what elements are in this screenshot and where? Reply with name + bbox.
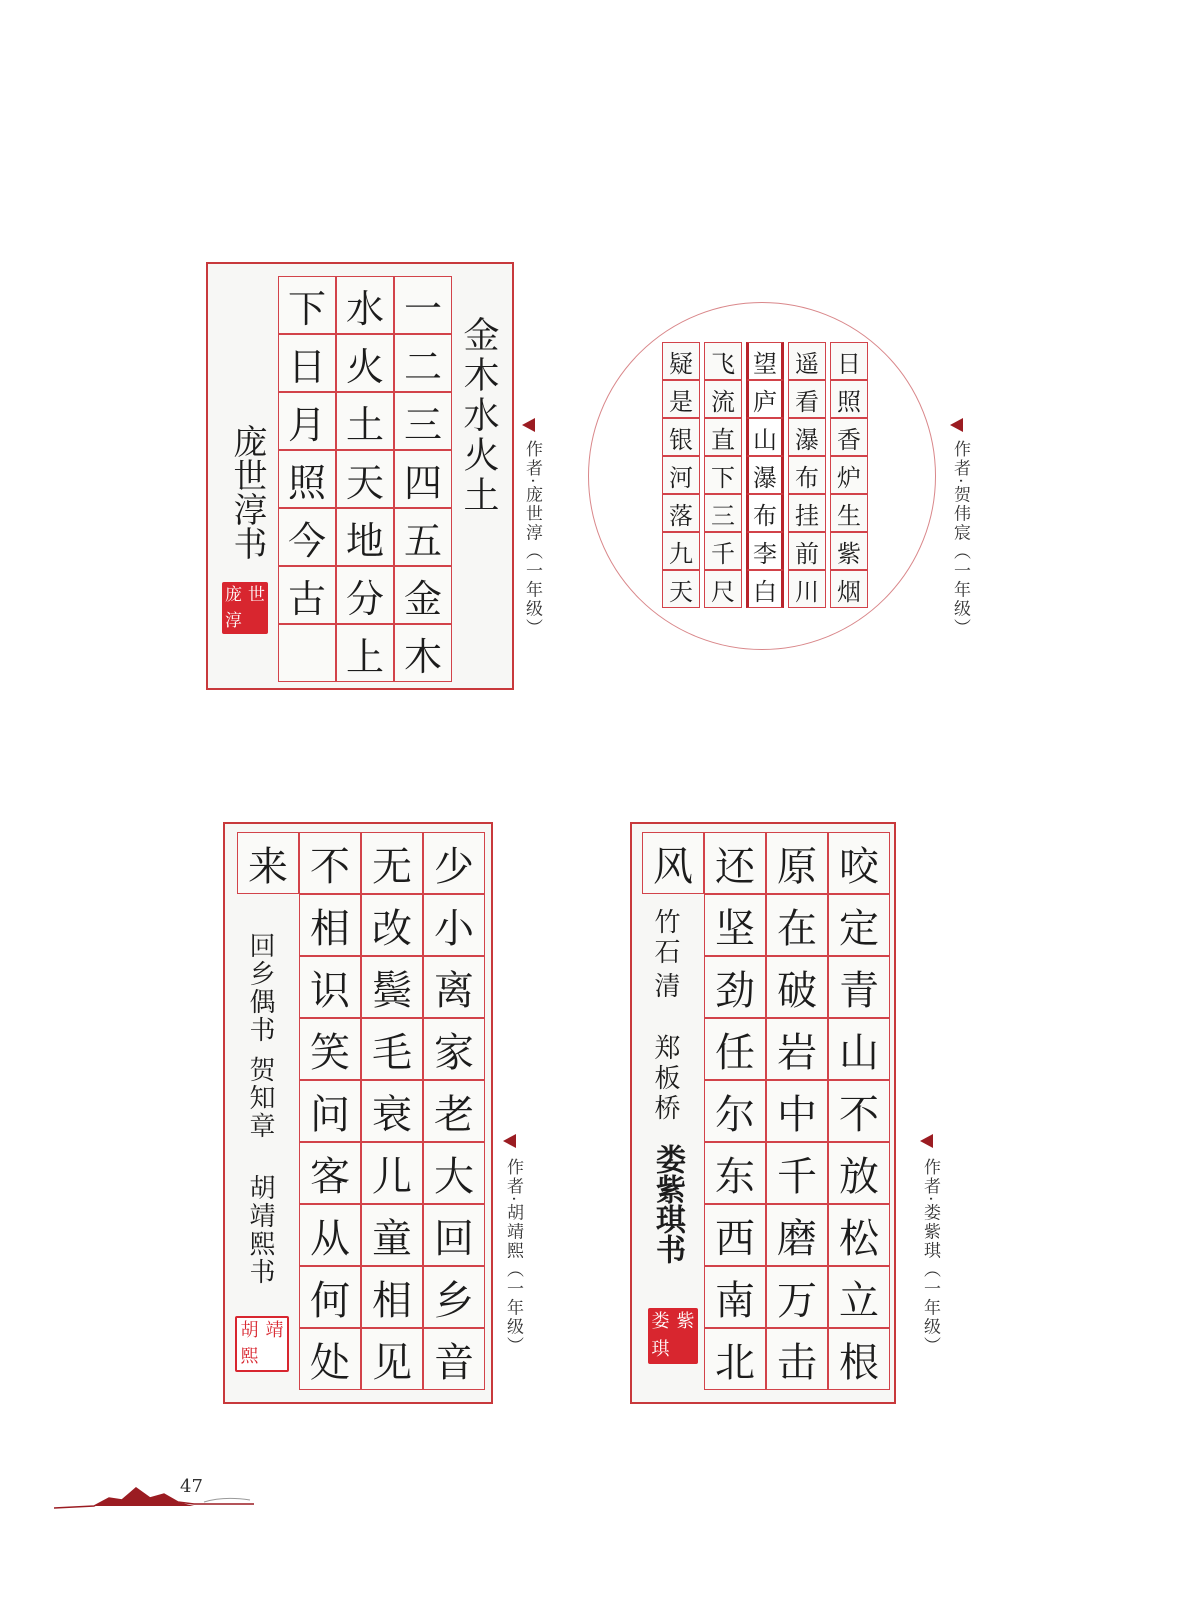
grid-cell: 毛 (361, 1018, 423, 1080)
grid-cell: 改 (361, 894, 423, 956)
grid-cell: 山 (828, 1018, 890, 1080)
grid-cell: 水 (336, 276, 394, 334)
grid-cell: 识 (299, 956, 361, 1018)
grid-cell: 北 (704, 1328, 766, 1390)
signature-name: 娄紫琪书 (650, 1144, 685, 1264)
grid-cell: 李 (746, 532, 784, 570)
grid-cell: 尔 (704, 1080, 766, 1142)
grid-cell: 古 (278, 566, 336, 624)
caption: 作者·胡靖熙（一年级） (503, 1158, 523, 1356)
page-number: 47 (180, 1476, 203, 1497)
caption-arrow-icon (950, 418, 963, 432)
grid-cell: 照 (830, 380, 868, 418)
grid-cell: 不 (299, 832, 361, 894)
grid-cell: 放 (828, 1142, 890, 1204)
grid-cell: 相 (361, 1266, 423, 1328)
grid-cell: 今 (278, 508, 336, 566)
grid-cell: 家 (423, 1018, 485, 1080)
grid-cell: 客 (299, 1142, 361, 1204)
grid-cell: 定 (828, 894, 890, 956)
grid-cell: 前 (788, 532, 826, 570)
grid-cell: 地 (336, 508, 394, 566)
caption-arrow-icon (920, 1134, 933, 1148)
grid-cell: 烟 (830, 570, 868, 608)
grid-cell: 从 (299, 1204, 361, 1266)
grid-cell: 笑 (299, 1018, 361, 1080)
grid-cell: 四 (394, 450, 452, 508)
caption: 作者·娄紫琪（一年级） (920, 1158, 940, 1356)
caption-arrow-icon (522, 418, 535, 432)
signature-name: 胡靖熙书 (245, 1174, 275, 1286)
grid-cell: 原 (766, 832, 828, 894)
grid-cell: 五 (394, 508, 452, 566)
signature-dynasty: 清 (650, 972, 680, 998)
grid-cell: 下 (278, 276, 336, 334)
grid-cell: 一 (394, 276, 452, 334)
caption: 作者·贺伟宸（一年级） (950, 440, 970, 638)
grid-cell: 尺 (704, 570, 742, 608)
grid-cell: 还 (704, 832, 766, 894)
mountain-decoration-icon (54, 1478, 254, 1512)
grid-cell: 在 (766, 894, 828, 956)
grid-cell: 无 (361, 832, 423, 894)
grid-cell: 处 (299, 1328, 361, 1390)
grid-cell: 童 (361, 1204, 423, 1266)
grid-cell: 落 (662, 494, 700, 532)
grid-cell: 白 (746, 570, 784, 608)
grid-cell: 紫 (830, 532, 868, 570)
grid-cell: 香 (830, 418, 868, 456)
grid-cell: 松 (828, 1204, 890, 1266)
grid-cell: 上 (336, 624, 394, 682)
grid-cell: 三 (394, 392, 452, 450)
grid-cell (278, 624, 336, 682)
grid-cell: 生 (830, 494, 868, 532)
grid-cell: 布 (746, 494, 784, 532)
grid-cell: 月 (278, 392, 336, 450)
artist-seal: 胡 靖 熙 (235, 1316, 289, 1372)
grid-cell: 炉 (830, 456, 868, 494)
grid-cell: 坚 (704, 894, 766, 956)
grid-cell: 三 (704, 494, 742, 532)
grid-cell: 中 (766, 1080, 828, 1142)
grid-cell: 日 (830, 342, 868, 380)
grid-cell: 流 (704, 380, 742, 418)
grid-cell: 风 (642, 832, 704, 894)
grid-cell: 看 (788, 380, 826, 418)
grid-cell: 老 (423, 1080, 485, 1142)
grid-cell: 千 (766, 1142, 828, 1204)
grid-cell: 照 (278, 450, 336, 508)
poem-title: 金木水火土 (458, 316, 499, 516)
signature-author: 郑板桥 (650, 1034, 680, 1124)
artist-seal: 娄 紫 琪 (648, 1308, 698, 1364)
calligraphy-sheet-1 (206, 262, 514, 690)
grid-cell: 少 (423, 832, 485, 894)
grid-cell: 衰 (361, 1080, 423, 1142)
grid-cell: 青 (828, 956, 890, 1018)
grid-cell: 布 (788, 456, 826, 494)
artist-seal: 庞 世 淳 (222, 582, 268, 634)
grid-cell: 瀑 (788, 418, 826, 456)
grid-cell: 直 (704, 418, 742, 456)
grid-cell: 任 (704, 1018, 766, 1080)
grid-cell: 下 (704, 456, 742, 494)
grid-cell: 小 (423, 894, 485, 956)
grid-cell: 川 (788, 570, 826, 608)
signature-title: 竹石 (650, 908, 680, 968)
grid-cell: 土 (336, 392, 394, 450)
grid-cell: 九 (662, 532, 700, 570)
grid-cell: 南 (704, 1266, 766, 1328)
grid-cell: 相 (299, 894, 361, 956)
grid-cell: 火 (336, 334, 394, 392)
grid-cell: 山 (746, 418, 784, 456)
grid-cell: 金 (394, 566, 452, 624)
grid-cell: 离 (423, 956, 485, 1018)
grid-cell: 大 (423, 1142, 485, 1204)
grid-cell: 是 (662, 380, 700, 418)
grid-cell: 望 (746, 342, 784, 380)
grid-cell: 天 (336, 450, 394, 508)
signature-title: 回乡偶书 (245, 932, 275, 1044)
grid-cell: 东 (704, 1142, 766, 1204)
grid-cell: 天 (662, 570, 700, 608)
grid-cell: 劲 (704, 956, 766, 1018)
grid-cell: 击 (766, 1328, 828, 1390)
grid-cell: 二 (394, 334, 452, 392)
grid-cell: 何 (299, 1266, 361, 1328)
grid-cell: 庐 (746, 380, 784, 418)
caption-arrow-icon (503, 1134, 516, 1148)
grid-cell: 不 (828, 1080, 890, 1142)
caption: 作者·庞世淳（一年级） (522, 440, 542, 638)
grid-cell: 根 (828, 1328, 890, 1390)
calligraphy-sheet-3 (223, 822, 493, 1404)
grid-cell: 万 (766, 1266, 828, 1328)
grid-cell: 鬓 (361, 956, 423, 1018)
grid-cell: 日 (278, 334, 336, 392)
grid-cell: 问 (299, 1080, 361, 1142)
grid-cell: 木 (394, 624, 452, 682)
grid-cell: 河 (662, 456, 700, 494)
grid-cell: 磨 (766, 1204, 828, 1266)
signature: 庞世淳书 (227, 424, 267, 560)
grid-cell: 咬 (828, 832, 890, 894)
grid-cell: 瀑 (746, 456, 784, 494)
grid-cell: 银 (662, 418, 700, 456)
grid-cell: 破 (766, 956, 828, 1018)
grid-cell: 岩 (766, 1018, 828, 1080)
grid-cell: 分 (336, 566, 394, 624)
grid-cell: 乡 (423, 1266, 485, 1328)
grid-cell: 立 (828, 1266, 890, 1328)
grid-cell: 飞 (704, 342, 742, 380)
signature-author: 贺知章 (245, 1056, 275, 1140)
grid-cell: 千 (704, 532, 742, 570)
grid-cell: 遥 (788, 342, 826, 380)
grid-cell: 来 (237, 832, 299, 894)
grid-cell: 见 (361, 1328, 423, 1390)
grid-cell: 挂 (788, 494, 826, 532)
grid-cell: 回 (423, 1204, 485, 1266)
grid-cell: 疑 (662, 342, 700, 380)
calligraphy-sheet-4 (630, 822, 896, 1404)
grid-cell: 儿 (361, 1142, 423, 1204)
grid-cell: 西 (704, 1204, 766, 1266)
grid-cell: 音 (423, 1328, 485, 1390)
